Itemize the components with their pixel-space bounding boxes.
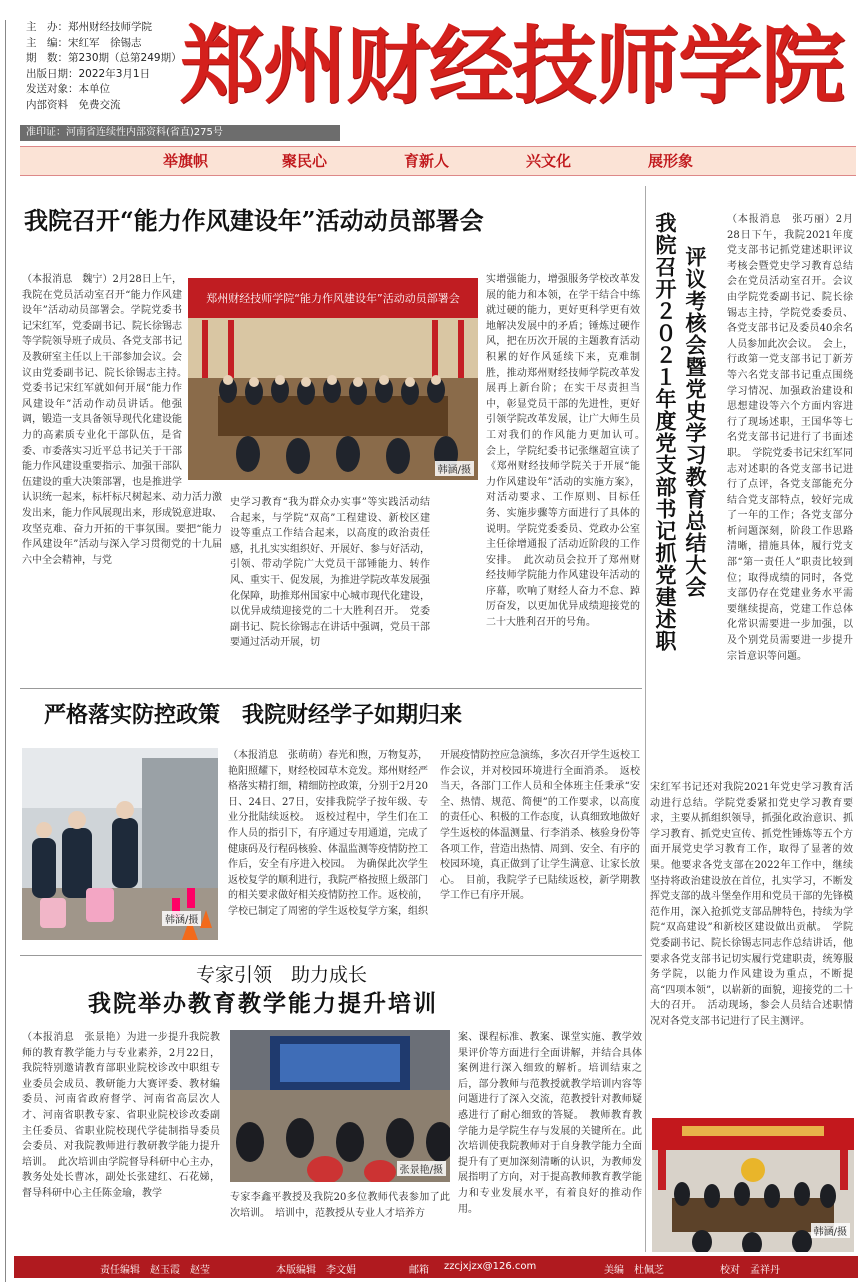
slogan-item-5: 展形象	[648, 152, 694, 170]
publication-info	[26, 20, 182, 113]
article1-divider	[20, 688, 642, 689]
editor-line: 主 编：宋红军 徐锡志	[26, 36, 142, 49]
article4-col2: 宋红军书记还对我院2021年党史学习教育活动进行总结。学院党委紧扣党史学习教育要求，主要从抓组织领导，抓强化政治意识、抓学习教育、抓党史宣传、抓党性锤炼等五个方面开展党史学习教育工作，取得了显著的效果。他要求各党支部在2022年工作中，继续坚持将政治建设放在首位，扎实学习，不断发挥党支部的战斗堡垒作用和党员干部的先锋模范作用，深入抢抓党支部品牌特色，持续为学院“双高建设”和新校区建设做出贡献。 学院党委副书记、院长徐锡志同志作总结讲话，他要求各党支部书记切实履行党建职责，统筹服务学院，以能力作风建设为重点，不断提高“四项本领”，以崭新的面貌，迎接党的二十大的召开。 活动现场，参会人员结合述职情况对各党支部书记进行了民主测评。	[650, 782, 853, 1027]
article3-photo-credit: 张景艳/摄	[397, 1161, 446, 1176]
article4-col1: （本报消息 张巧丽）2月28日下午，我院2021年度党支部书记抓党建述职评议考核会暨党史学习教育总结会在党员活动室召开。会议由学院党委副书记、院长徐锡志主持，学院党委委员、各党支部书记及委员40余名人员参加此次会议。 会上，行政第一党支部书记丁新芳等六名党支部书记重点围绕学习情况、加强政治建设和思想建设等六个方面内容进行了现场述职，王国华等七名党支部书记进行了书面述职。 学院党委书记宋红军同志对述职的各党支部书记进行了点评，各党支部能充分结合党支部特点，较好完成了一年的工作；各党支部分析问题深刻，阶段工作思路清晰，措施具体，履行党支部“第一责任人”职责比较到位；取得成绩的同时，各党支部仍存在党建业务水平需要继续提高，党建工作总体化常识需要进一步加强，以及个别党员需要进一步提升宗旨意识等问题。	[727, 214, 853, 662]
footer-page-editor: 本版编辑 李文娟	[276, 1265, 356, 1276]
footer-email-label: 邮箱	[409, 1265, 429, 1276]
right-column-rule	[645, 186, 646, 1252]
issue-line: 期 数：第230期（总第249期）	[26, 52, 182, 64]
article1-col1-bottom	[22, 490, 222, 680]
sponsor-line: 主 办：郑州财经技师学院	[26, 21, 152, 33]
article2-photo	[22, 748, 218, 940]
footer-bar	[14, 1256, 858, 1278]
footer-proofreader: 校对 孟祥丹	[720, 1265, 780, 1276]
article1-headline: 我院召开“能力作风建设年”活动动员部署会	[24, 206, 484, 235]
audience-line: 发送对象：本单位	[26, 83, 110, 95]
footer-responsible-editor: 责任编辑 赵玉霞 赵莹	[100, 1265, 210, 1276]
article3-headline: 我院举办教育教学能力提升培训	[88, 990, 438, 1017]
article1-col2: 史学习教育“我为群众办实事”等实践活动结合起来，与学院“双高”工程建设、新校区建设等重点工作结合起来，以高度的政治责任感，扎扎实实组织好、开展好、参与好活动，引领、带动学院广大党员干部锤能力、转作风、重实干、促发展，为推进学院改革发展强化保障，助推郑州国家中心城市现代化建设，以优异成绩迎接党的二十大胜利召开。 党委副书记、院长徐锡志在讲话中强调，党员干部要通过活动开展，切	[230, 497, 430, 649]
article1-col3: 实增强能力，增强服务学校改革发展的能力和本领，在学干结合中练就过硬的能力，更好更科学更有效地解决发展中的矛盾；锤炼过硬作风，把在历次开展的主题教育活动积累的好作风延续下来，克难制胜，推动郑州财经技师学院改革发展再上新台阶；在实干尽责担当中，彰显党员干部的先进性，更好引领学院改革发展，让广大师生员工对我们的作风能力更加认可。 会上，学院纪委书记张继超宣读了《郑州财经技师学院关于开展“能力作风建设年”活动的实施方案》，对活动要求、工作原则、目标任务、实施步骤等方面进行了具体的说明。学院党委委员、党政办公室主任徐增通报了活动近阶段的工作安排。 此次动员会拉开了郑州财经技师学院能力作风建设年活动的序幕，吹响了财经人奋力不怠、踔厉奋发，以更加优异成绩迎接党的二十大胜利召开的号角。	[486, 274, 640, 629]
slogan-item-4: 兴文化	[526, 152, 572, 170]
type-line: 内部资料 免费交流	[26, 98, 121, 111]
article4-headline-line1: 我院召开２０２１年度党支部书记抓党建述职	[653, 212, 678, 652]
article4-photo-credit: 韩涵/摄	[811, 1223, 850, 1238]
article3-col1: （本报消息 张景艳）为进一步提升我院教师的教育教学能力与专业素养，2月22日，我院特别邀请教育部职业院校诊改中职组专业委员会成员、教研能力大赛评委、教材编委员、河南省政府督学、河南省高层次人才、河南省职教专家、省职业院校诊改委副主任委员、省职业院校现代学徒制指导委员会委员、对我院教师进行教研教学能力提升培训。 此次培训由学院督导科研中心主办，教务处处长曹冰，副处长张建红、石花娣，督导科研中心主任陈金瑜，教学	[22, 1032, 220, 1199]
slogan-bar	[20, 146, 856, 176]
article3-col3: 案、课程标准、教案、课堂实施、教学效果评价等方面进行全面讲解，并结合具体案例进行深入细致的解析。培训结束之后，部分教师与范教授就教学培训内容等问题进行了深入交流，范教授针对教师疑惑进行了耐心细致的答疑。 教师教育教学能力是学院生存与发展的关键所在。此次培训使我院教师对于自身教学能力全面提升有了更加深刻清晰的认识，为教师发展指明了方向，对于提高教师教育教学能力和专业发展水平，有着良好的推动作用。	[458, 1032, 642, 1215]
article3-photo	[230, 1030, 450, 1182]
article1-photo-credit: 韩涵/摄	[435, 461, 474, 476]
article2-headline: 严格落实防控政策 我院财经学子如期归来	[44, 702, 463, 728]
article2-col2: 开展疫情防控应急演练，多次召开学生返校工作会议，并对校园环境进行全面消杀。 返校当天，各部门工作人员和全体班主任秉承“安全、热情、规范、简便”的工作要求，以高度的责任心、积极的工作态度，认真细致地做好学生返校的体温测量、行李消杀、核验身份等各项工作，营造出热情、周到、安全、有序的校园环境，真正做到了让学生满意、让家长放心。 目前，我院学子已陆续返校，新学期教学工作已有序开展。	[440, 750, 640, 902]
footer-email[interactable]: zzcjxjzx@126.com	[444, 1261, 537, 1272]
article1-banner-text: 郑州财经技师学院“能力作风建设年”活动动员部署会	[206, 292, 460, 305]
article3-col2: 专家李鑫平教授及我院20多位教师代表参加了此次培训。 培训中，范教授从专业人才培养方	[230, 1192, 450, 1219]
date-line: 出版日期：2022年3月1日	[26, 67, 151, 80]
article2-col1: （本报消息 张萌萌）春光和煦，万物复苏，艳阳照耀下，财经校园草木竞发。郑州财经严格落实精打细，精细防控政策，分别于2月20日、24日、27日，安排我院学子按年级、专业分批陆续返校。 返校过程中，学生们在工作人员的指引下，有序通过专用通道，完成了健康码及行程码核验、体温监测等疫情防控工作后，安全有序进入校园。 为确保此次学生返校复学的顺利进行，我院严格按照上级部门的相关要求做好相关疫情防控工作。返校前，学校已制定了周密的学生返校复学方案，组织	[228, 750, 428, 917]
article4-photo	[652, 1118, 854, 1252]
article2-divider	[20, 955, 642, 956]
slogan-item-2: 聚民心	[282, 152, 328, 170]
footer-designer: 美编 杜佩芝	[604, 1265, 664, 1276]
article1-col1-top: （本报消息 魏宁）2月28日上午，我院在党员活动室召开“能力作风建设年”活动动员部署会。学院党委书记宋红军，党委副书记、院长徐锡志等学院领导班子成员、各党支部书记及教研室主任以上干部参加会议。会议由党委副书记、院长徐锡志主持。 党委书记宋红军就如何开展“能力作风建设年”活动作动员讲话。他强调，锻造一支具备领导现代化建设能力的高素质专业化干部队伍，是省委、市委落实习近平总书记关于干部能力作风建设重要指示、加强干部队伍建设的重大决策部署，也是推进学	[22, 274, 182, 488]
article1-col1-continued: 认识统一起来，标杆标尺树起来、动力活力激发出来，能力作风展现出来，形成锐意进取、攻坚克难、奋力开拓的干事氛围。要把“能力作风建设年”活动与深入学习贯彻党的十九届六中全会精神，与党	[22, 492, 222, 566]
slogan-item-3: 育新人	[404, 152, 450, 170]
permit-notice: 准印证：河南省连续性内部资料(省直)275号	[20, 125, 340, 141]
left-edge-rule	[5, 20, 6, 1282]
slogan-item-1: 举旗帜	[163, 152, 209, 170]
article4-headline-line2: 评议考核会暨党史学习教育总结大会	[683, 246, 708, 598]
article2-photo-credit: 韩涵/摄	[162, 911, 201, 926]
article1-photo	[188, 278, 478, 480]
article3-kicker: 专家引领 助力成长	[196, 964, 368, 986]
masthead-title: 郑州财经技师学院	[180, 16, 845, 115]
